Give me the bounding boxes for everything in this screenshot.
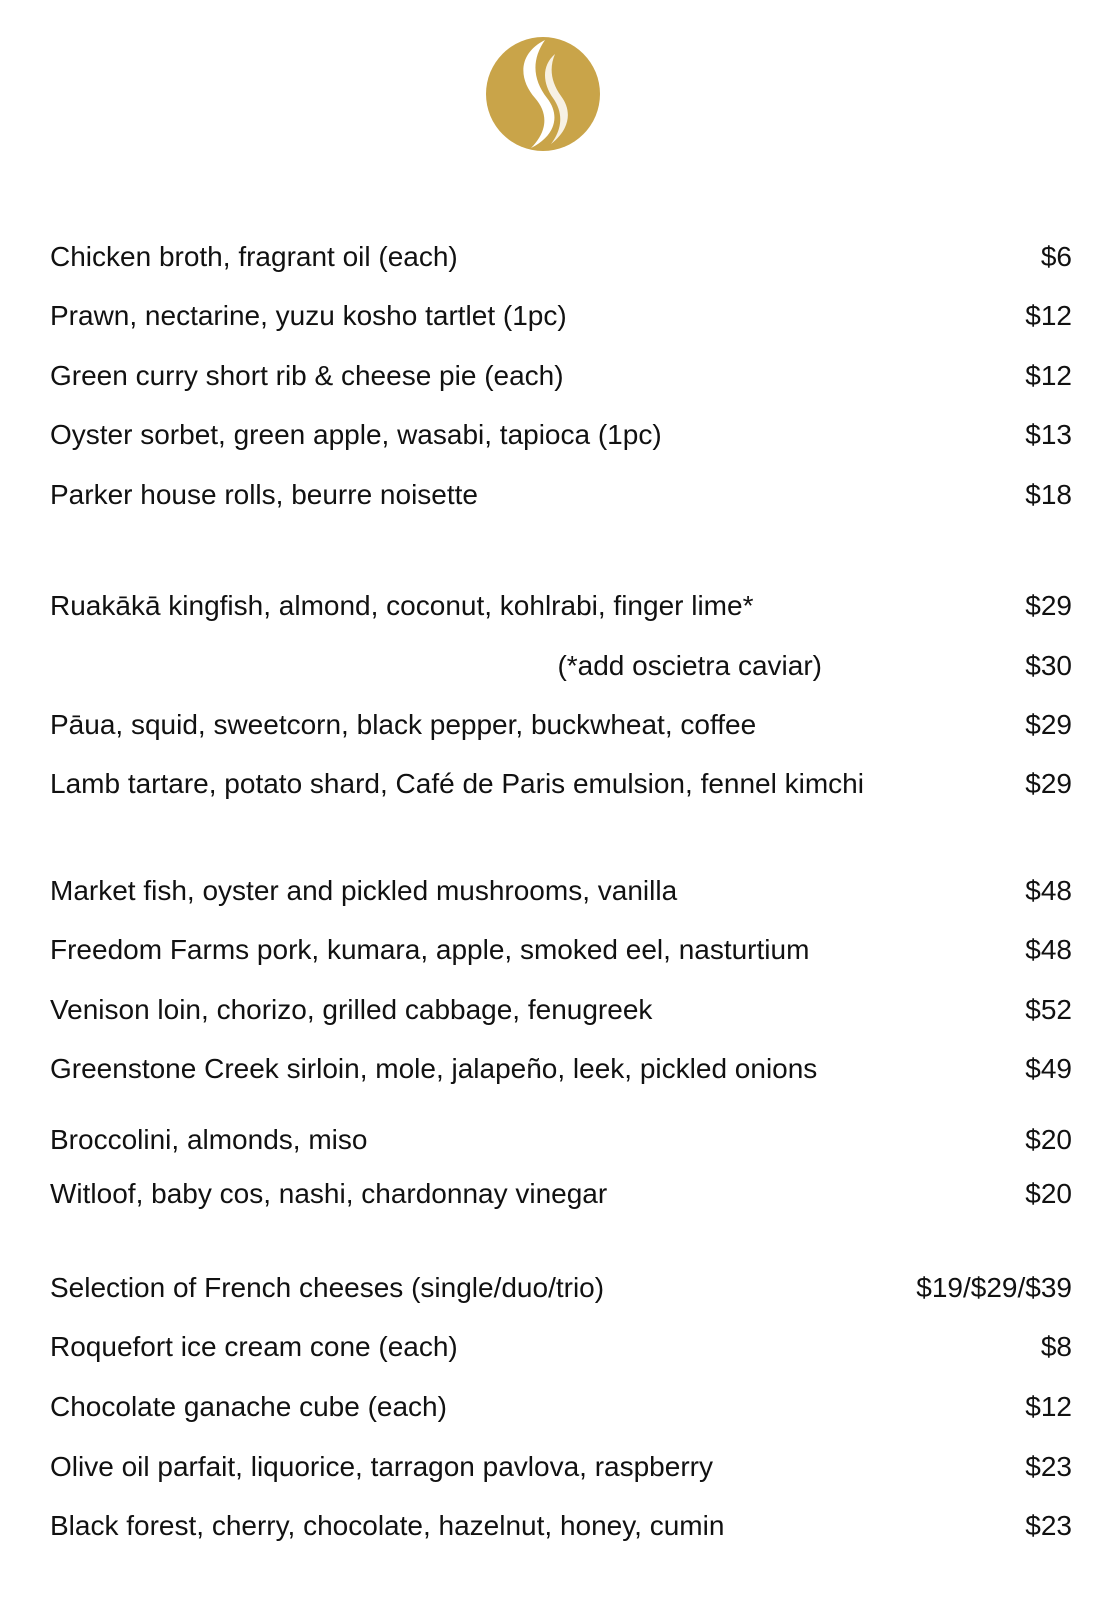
menu-item [50,356,1072,396]
menu-item-addon-name: (*add oscietra caviar) [557,650,822,681]
menu-item-price: $6 [1040,241,1072,272]
menu-item [50,1120,1072,1160]
menu-item-price: $52 [1025,994,1072,1025]
menu-item [50,475,1072,515]
menu-item-name: Prawn, nectarine, yuzu kosho tartlet (1pc) [50,300,567,331]
menu-item-price: $12 [1025,300,1072,331]
menu-item-price: $29 [1025,590,1072,621]
menu-item-name: Freedom Farms pork, kumara, apple, smoked eel, nasturtium [50,934,810,965]
menu-item-name: Selection of French cheeses (single/duo/trio) [50,1272,605,1303]
menu-item [50,1327,1072,1367]
flame-swirl-icon [485,36,601,152]
menu-item-name: Ruakākā kingfish, almond, coconut, kohlrabi, finger lime* [50,590,754,621]
menu-item [50,415,1072,455]
menu-item [50,1174,1072,1214]
menu-item-addon [50,646,1072,686]
menu-item-name: Oyster sorbet, green apple, wasabi, tapioca (1pc) [50,419,662,450]
menu-item [50,586,1072,626]
menu-item [50,1387,1072,1427]
menu-item-name: Chocolate ganache cube (each) [50,1391,447,1422]
menu-item-price: $30 [1025,650,1072,681]
menu-item [50,1049,1072,1089]
menu-item [50,1506,1072,1546]
menu-item [50,930,1072,970]
menu-item [50,237,1072,277]
menu-item-name: Roquefort ice cream cone (each) [50,1331,458,1362]
menu-item-price: $20 [1025,1124,1072,1155]
menu-item-price: $12 [1025,1391,1072,1422]
menu-item-name: Parker house rolls, beurre noisette [50,479,478,510]
menu-item-name: Venison loin, chorizo, grilled cabbage, fenugreek [50,994,653,1025]
menu-item-price: $23 [1025,1510,1072,1541]
menu-item [50,871,1072,911]
menu-item-price: $18 [1025,479,1072,510]
menu-item-name: Market fish, oyster and pickled mushrooms, vanilla [50,875,678,906]
menu-item-price: $48 [1025,934,1072,965]
menu-item [50,990,1072,1030]
menu-item-price: $8 [1040,1331,1072,1362]
menu-item-price: $48 [1025,875,1072,906]
menu-item-price: $23 [1025,1451,1072,1482]
menu-item-price: $29 [1025,768,1072,799]
menu-item [50,296,1072,336]
menu-item [50,1268,1072,1308]
menu-item-name: Chicken broth, fragrant oil (each) [50,241,458,272]
restaurant-logo [485,36,601,152]
menu-item-price: $29 [1025,709,1072,740]
menu-item-price: $20 [1025,1178,1072,1209]
menu-item-name: Black forest, cherry, chocolate, hazelnut, honey, cumin [50,1510,725,1541]
menu-item-name: Greenstone Creek sirloin, mole, jalapeño, leek, pickled onions [50,1053,818,1084]
menu-item-price: $12 [1025,360,1072,391]
menu-item [50,1447,1072,1487]
menu-item-name: Pāua, squid, sweetcorn, black pepper, buckwheat, coffee [50,709,757,740]
menu-item-name: Lamb tartare, potato shard, Café de Paris emulsion, fennel kimchi [50,768,864,799]
menu-item-name: Broccolini, almonds, miso [50,1124,368,1155]
menu-item-price: $19/$29/$39 [916,1272,1072,1303]
menu-item [50,764,1072,804]
menu-item-price: $49 [1025,1053,1072,1084]
menu-item [50,705,1072,745]
menu-item-name: Witloof, baby cos, nashi, chardonnay vinegar [50,1178,608,1209]
menu-item-price: $13 [1025,419,1072,450]
menu-item-name: Green curry short rib & cheese pie (each) [50,360,564,391]
menu-item-name: Olive oil parfait, liquorice, tarragon pavlova, raspberry [50,1451,713,1482]
